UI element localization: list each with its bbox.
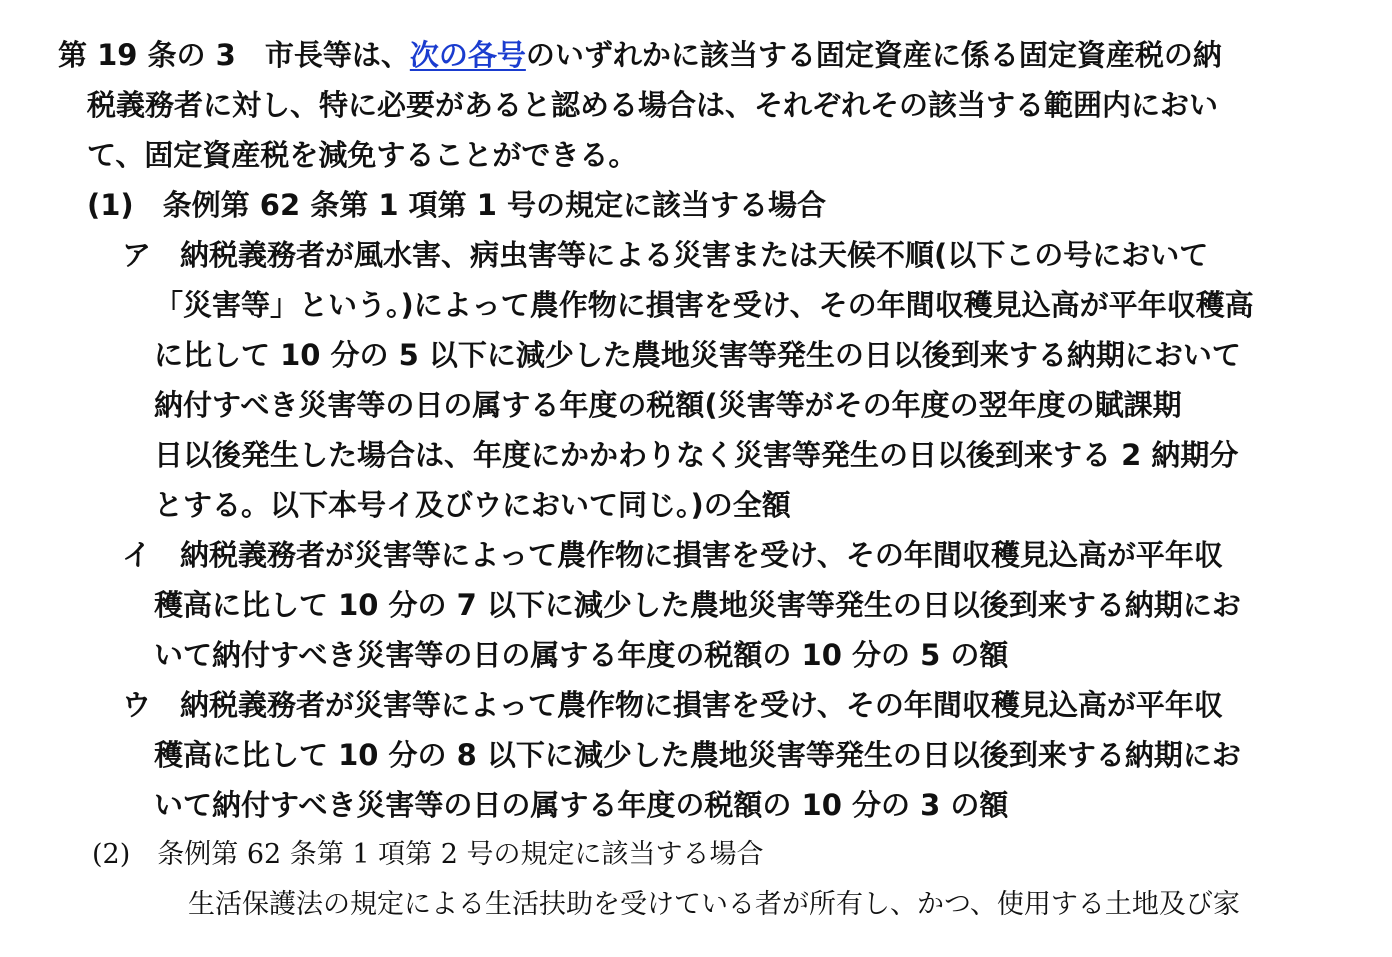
item-2-heading: (2) 条例第 62 条第 1 項第 2 号の規定に該当する場合	[92, 839, 764, 870]
item-1-heading: (1) 条例第 62 条第 1 項第 1 号の規定に該当する場合	[87, 188, 826, 222]
article-prefix: 第 19 条の 3 市長等は、	[58, 38, 410, 72]
article-line-2: 税義務者に対し、特に必要があると認める場合は、それぞれその該当する範囲内におい	[87, 88, 1219, 122]
item-1i-line-1: イ 納税義務者が災害等によって農作物に損害を受け、その年間収穫見込高が平年収	[122, 538, 1223, 572]
item-1i-line-3: いて納付すべき災害等の日の属する年度の税額の 10 分の 5 の額	[154, 638, 1009, 672]
item-1a-line-3: に比して 10 分の 5 以下に減少した農地災害等発生の日以後到来する納期において	[154, 338, 1241, 372]
item-1a-line-6: とする。以下本号イ及びウにおいて同じ。)の全額	[154, 488, 791, 522]
item-1i-line-2: 穫高に比して 10 分の 7 以下に減少した農地災害等発生の日以後到来する納期にお	[154, 588, 1241, 622]
article-line-1	[58, 37, 1222, 73]
item-1u-line-3: いて納付すべき災害等の日の属する年度の税額の 10 分の 3 の額	[154, 788, 1009, 822]
item-1u-line-1: ウ 納税義務者が災害等によって農作物に損害を受け、その年間収穫見込高が平年収	[122, 688, 1223, 722]
item-1a-line-2: 「災害等」という。)によって農作物に損害を受け、その年間収穫見込高が平年収穫高	[154, 288, 1254, 322]
item-1a-line-5: 日以後発生した場合は、年度にかかわりなく災害等発生の日以後到来する 2 納期分	[154, 438, 1239, 472]
item-1a-line-1: ア 納税義務者が風水害、病虫害等による災害または天候不順(以下この号において	[122, 238, 1209, 272]
article-line-3: て、固定資産税を減免することができる。	[87, 138, 638, 172]
item-2-body: 生活保護法の規定による生活扶助を受けている者が所有し、かつ、使用する土地及び家	[188, 889, 1240, 920]
article-suffix: のいずれかに該当する固定資産に係る固定資産税の納	[525, 38, 1222, 72]
items-link[interactable]: 次の各号	[409, 38, 526, 72]
item-1u-line-2: 穫高に比して 10 分の 8 以下に減少した農地災害等発生の日以後到来する納期にお	[154, 738, 1241, 772]
item-1a-line-4: 納付すべき災害等の日の属する年度の税額(災害等がその年度の翌年度の賦課期	[154, 388, 1182, 422]
